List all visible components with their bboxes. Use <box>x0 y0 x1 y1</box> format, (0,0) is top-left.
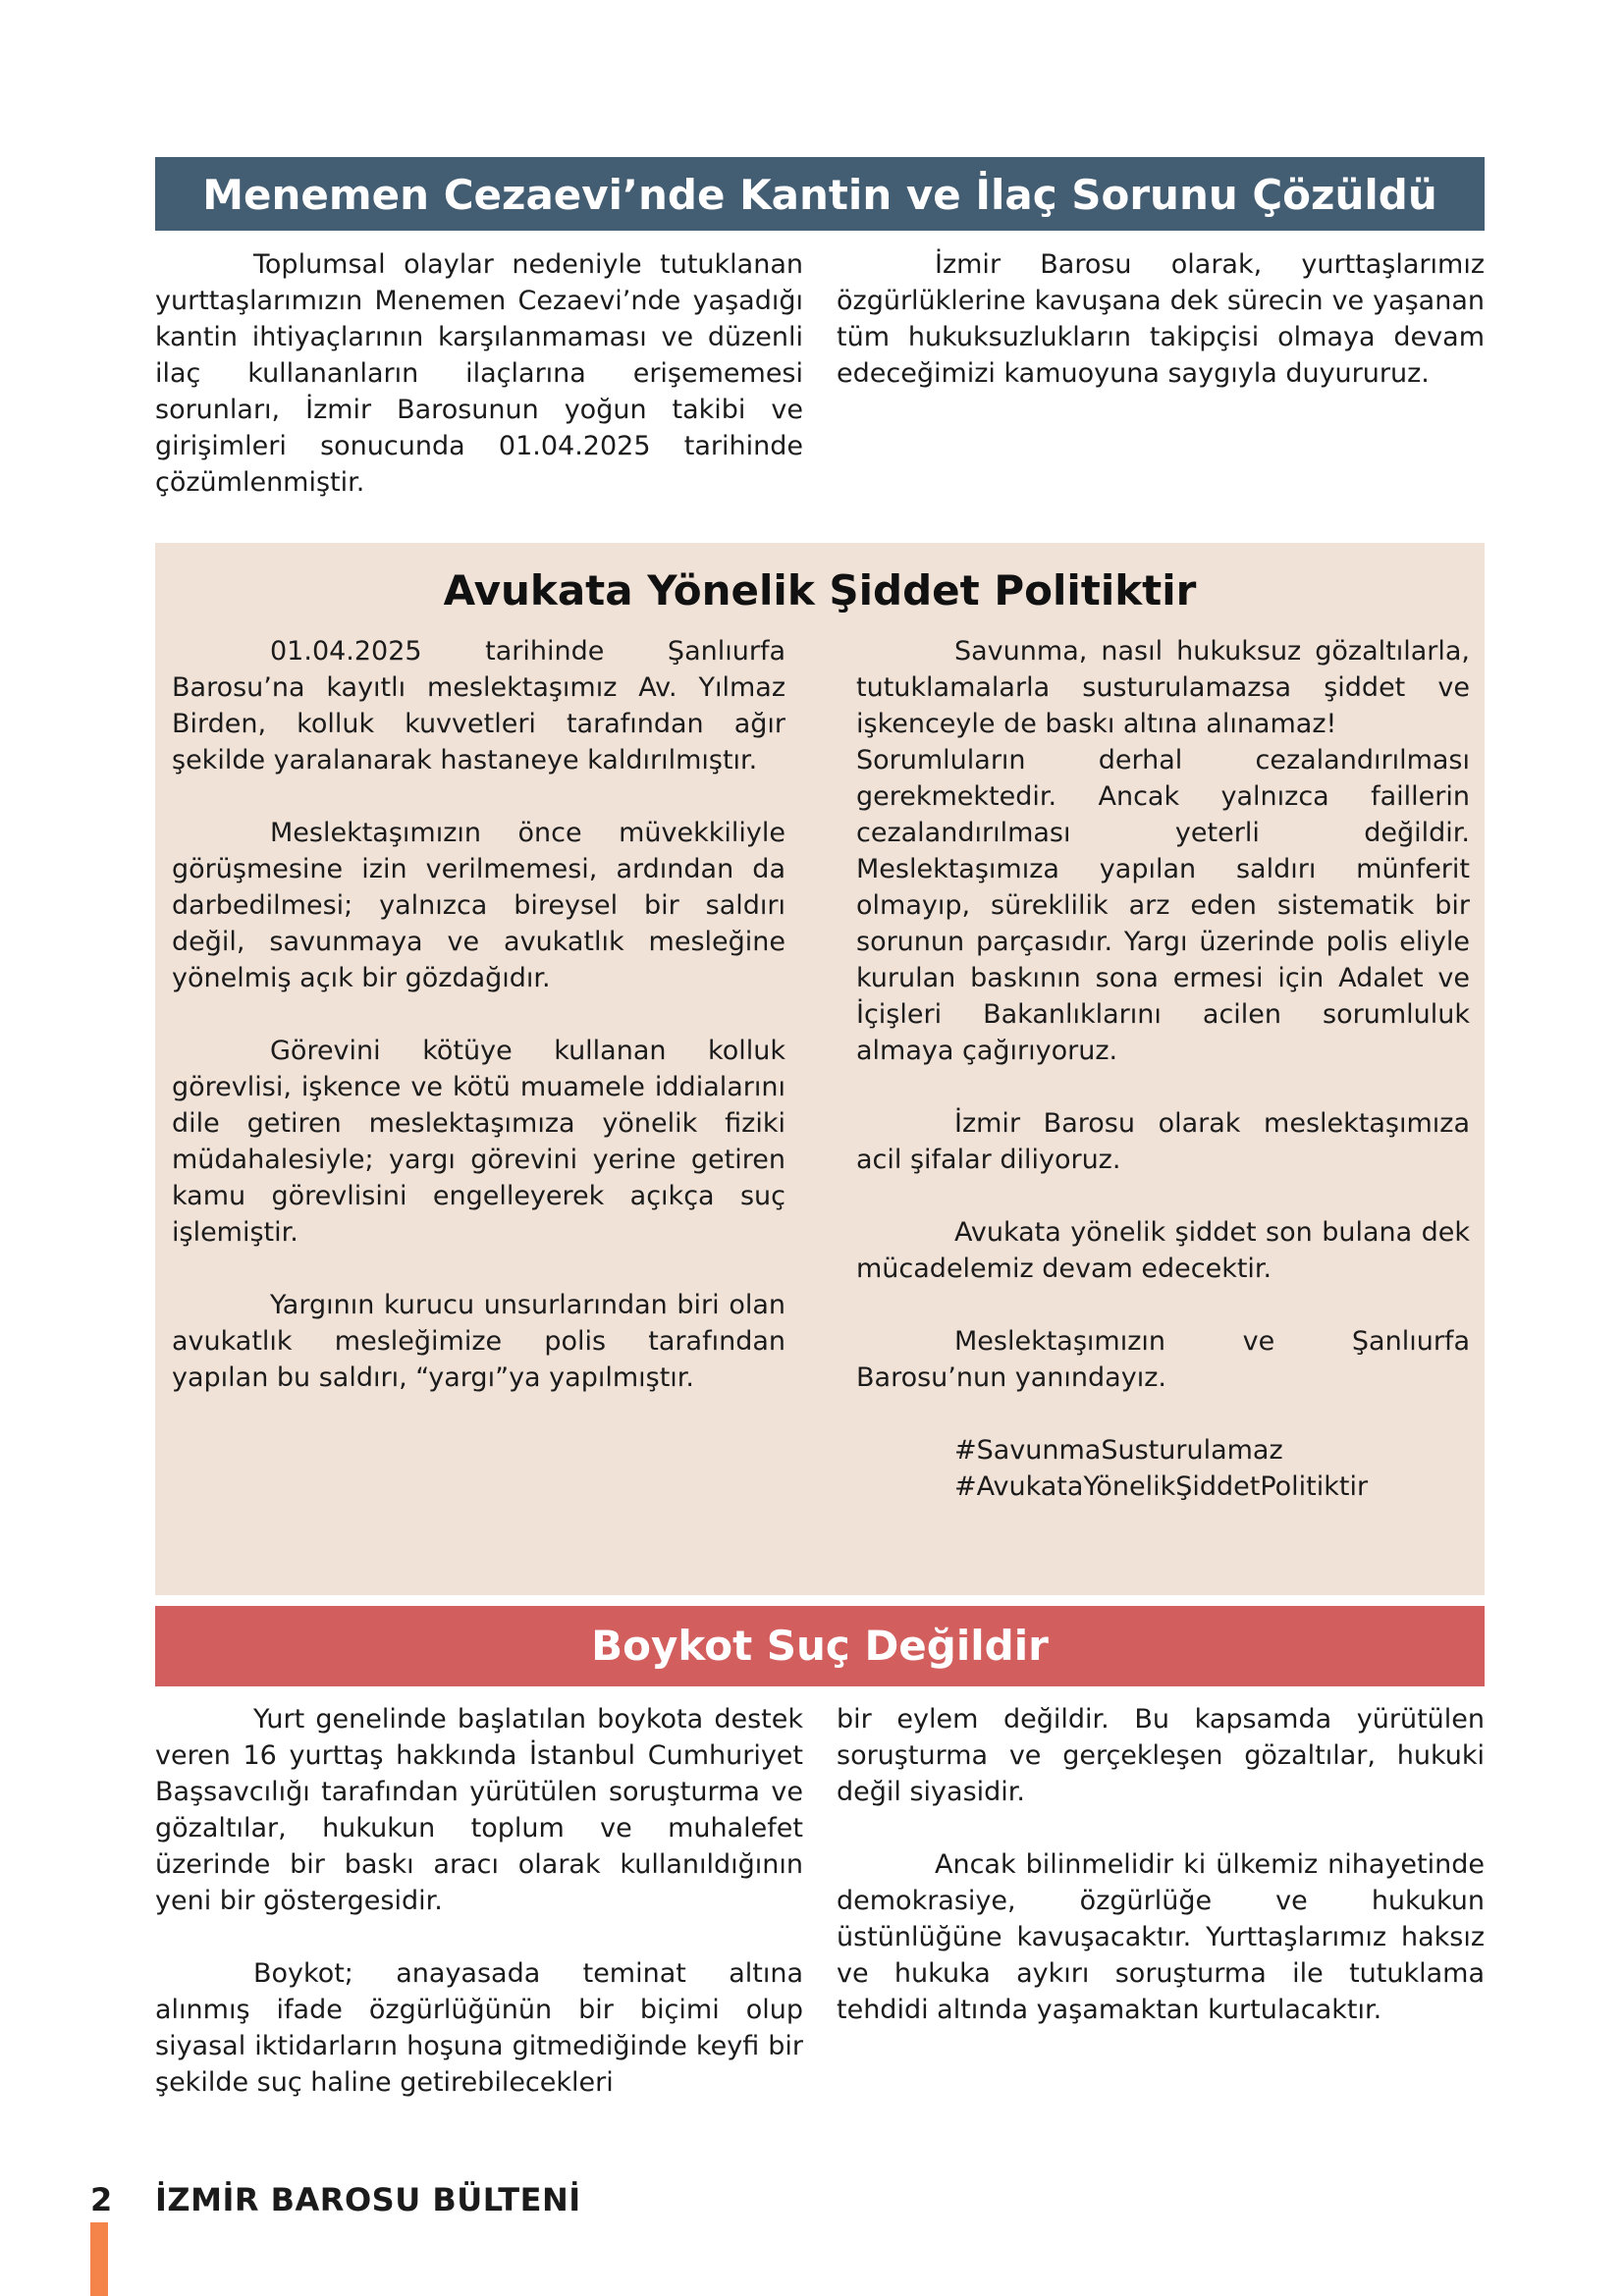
paragraph: 01.04.2025 tarihinde Şanlıurfa Barosu’na kayıtlı meslektaşımız Av. Yılmaz Birden, kolluk kuvvetleri tarafından ağır şekilde yaralanarak hastaneye kaldırılmıştır. <box>172 636 785 775</box>
section-title-violence: Avukata Yönelik Şiddet Politiktir <box>443 566 1197 614</box>
paragraph: Meslektaşımızın ve Şanlıurfa Barosu’nun yanındayız. <box>856 1326 1470 1393</box>
boycott-right-column <box>837 1701 1485 2028</box>
paragraph: Avukata yönelik şiddet son bulana dek mücadelemiz devam edecektir. <box>856 1217 1470 1284</box>
paragraph: Sorumluların derhal cezalandırılması gerekmektedir. Ancak yalnızca faillerin cezalandırılması yeterli değildir. Meslektaşımıza yapılan saldırı münferit olmayıp, süreklilik arz eden sistematik bir sorunun parçasıdır. Yargı üzerinde polis eliyle kurulan baskının sona ermesi için Adalet ve İçişleri Bakanlıklarını acilen sorumluluk almaya çağırıyoruz. <box>856 745 1470 1066</box>
paragraph: Boykot; anayasada teminat altına alınmış ifade özgürlüğünün bir biçimi olup siyasal iktidarların hoşuna gitmediğinde keyfi bir şekilde suç haline getirebilecekleri <box>155 1958 803 2098</box>
section-title-menemen: Menemen Cezaevi’nde Kantin ve İlaç Sorunu Çözüldü <box>155 157 1485 231</box>
violence-left-column <box>172 633 785 1396</box>
paragraph: Meslektaşımızın önce müvekkiliyle görüşmesine izin verilmemesi, ardından da darbedilmesi; yalnızca bireysel bir saldırı değil, savunmaya ve avukatlık mesleğine yönelmiş açık bir gözdağıdır. <box>172 818 785 993</box>
boycott-left-column <box>155 1701 803 2101</box>
hashtag: #SavunmaSusturulamaz <box>954 1435 1283 1466</box>
accent-bar <box>90 2222 108 2296</box>
menemen-left-column <box>155 246 803 501</box>
paragraph: bir eylem değildir. Bu kapsamda yürütülen soruşturma ve gerçekleşen gözaltılar, hukuki değil siyasidir. <box>837 1704 1485 1807</box>
paragraph: Yargının kurucu unsurlarından biri olan avukatlık mesleğimize polis tarafından yapılan bu saldırı, “yargı”ya yapılmıştır. <box>172 1290 785 1393</box>
menemen-right-column <box>837 246 1485 392</box>
paragraph: İzmir Barosu olarak, yurttaşlarımız özgürlüklerine kavuşana dek sürecin ve yaşanan tüm hukuksuzlukların takipçisi olmaya devam edeceğimizi kamuoyuna saygıyla duyururuz. <box>837 249 1485 389</box>
violence-right-column <box>856 633 1470 1505</box>
section-title-boycott: Boykot Suç Değildir <box>155 1606 1485 1686</box>
paragraph: Ancak bilinmelidir ki ülkemiz nihayetinde demokrasiye, özgürlüğe ve hukukun üstünlüğüne kavuşacaktır. Yurttaşlarımız haksız ve hukuka aykırı soruşturma ile tutuklama tehdidi altında yaşamaktan kurtulacaktır. <box>837 1849 1485 2025</box>
page-number: 2 <box>90 2181 113 2218</box>
paragraph: Görevini kötüye kullanan kolluk görevlisi, işkence ve kötü muamele iddialarını dile getiren meslektaşımıza yönelik fiziki müdahalesiyle; yargı görevini yerine getiren kamu görevlisini engelleyerek açıkça suç işlemiştir. <box>172 1036 785 1248</box>
publication-title: İZMİR BAROSU BÜLTENİ <box>155 2181 581 2218</box>
hashtag: #AvukataYönelikŞiddetPolitiktir <box>954 1471 1369 1502</box>
paragraph: İzmir Barosu olarak meslektaşımıza acil şifalar diliyoruz. <box>856 1108 1470 1175</box>
paragraph: Savunma, nasıl hukuksuz gözaltılarla, tutuklamalarla susturulamazsa şiddet ve işkenceyle de baskı altına alınamaz! <box>856 636 1470 739</box>
paragraph: Toplumsal olaylar nedeniyle tutuklanan yurttaşlarımızın Menemen Cezaevi’nde yaşadığı kantin ihtiyaçlarının karşılanmaması ve düzenli ilaç kullananların ilaçlarına erişememesi sorunları, İzmir Barosunun yoğun takibi ve girişimleri sonucunda 01.04.2025 tarihinde çözümlenmiştir. <box>155 249 803 498</box>
paragraph: Yurt genelinde başlatılan boykota destek veren 16 yurttaş hakkında İstanbul Cumhuriyet Başsavcılığı tarafından yürütülen soruşturma ve gözaltılar, hukukun toplum ve muhalefet üzerinde bir baskı aracı olarak kullanıldığının yeni bir göstergesidir. <box>155 1704 803 1916</box>
